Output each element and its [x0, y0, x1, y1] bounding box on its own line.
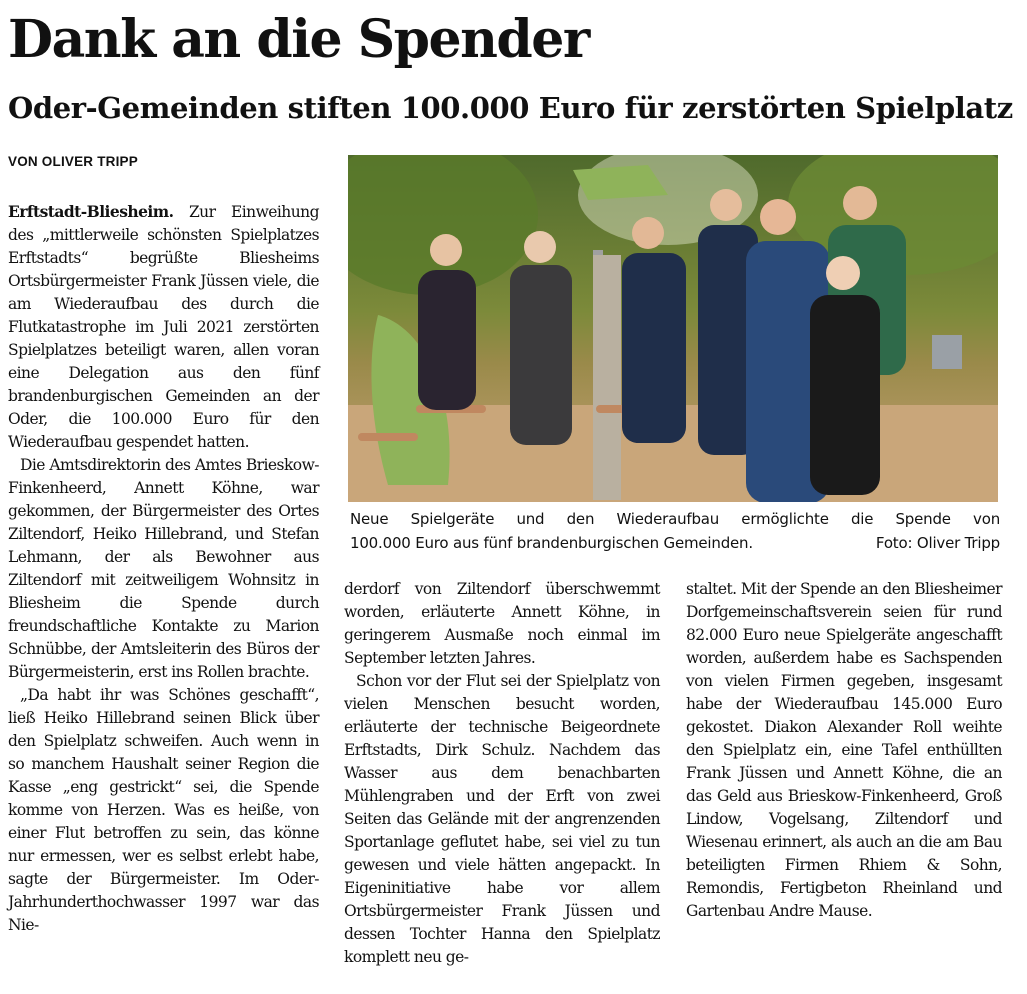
- paragraph: Die Amtsdirektorin des Amtes Brieskow-Finkenheerd, Annett Köhne, war gekommen, der Bürgermeister des Ortes Ziltendorf, Heiko Hillebrand, und Stefan Lehmann, der als Bewohner aus Ziltendorf mit zeitweiligem Wohnsitz in Bliesheim die Spende durch freundschaftliche Kontakte zu Marion Schnübbe, der Amtsleiterin des Büros der Bürgermeisterin, erst ins Rollen brachte.: [8, 456, 319, 681]
- headline: Dank an die Spender: [8, 9, 589, 70]
- byline: VON OLIVER TRIPP: [8, 154, 138, 169]
- article-photo: [348, 155, 998, 502]
- dateline: Erftstadt-Bliesheim.: [8, 202, 174, 221]
- paragraph: staltet. Mit der Spende an den Bliesheimer Dorfgemeinschaftsverein seien für rund 82.000 Euro neue Spielgeräte angeschafft worden, außerdem habe es Sachspenden von vielen Firmen gegeben, insgesamt habe der Wiederaufbau 145.000 Euro gekostet. Diakon Alexander Roll weihte den Spielplatz ein, eine Tafel enthüllten Frank Jüssen und Annett Köhne, die an das Geld aus Brieskow-Finkenheerd, Groß Lindow, Vogelsang, Ziltendorf und Wiesenau erinnert, als auch an die am Bau beteiligten Firmen Rhiem & Sohn, Remondis, Fertigbeton Rheinland und Gartenbau Andre Mause.: [686, 580, 1002, 920]
- caption-text: 100.000 Euro aus fünf brandenburgischen Gemeinden.: [350, 534, 753, 552]
- photo-credit: Foto: Oliver Tripp: [875, 534, 1000, 552]
- paragraph: „Da habt ihr was Schönes geschafft“, ließ Heiko Hillebrand seinen Blick über den Spielplatz schweifen. Auch wenn in so manchem Haushalt seiner Region die Kasse „eng gestrickt“ sei, die Spende komme von Herzen. Was es heiße, von einer Flut betroffen zu sein, das könne nur ermessen, wer es selbst erlebt habe, sagte der Bürgermeister. Im Oder-Jahrhunderthochwasser 1997 war das Nie-: [8, 686, 319, 934]
- caption-text: Neue Spielgeräte und den Wiederaufbau ermöglichte die Spende von: [350, 510, 1000, 528]
- article-column-2: [344, 578, 660, 969]
- paragraph: Schon vor der Flut sei der Spielplatz von vielen Menschen besucht worden, erläuterte der technische Beigeordnete Erftstadts, Dirk Schulz. Nachdem das Wasser aus dem benachbarten Mühlengraben und der Erft von zwei Seiten das Gelände mit der angrenzenden Sportanlage geflutet habe, sei viel zu tun gewesen und viele hätten angepackt. In Eigeninitiative habe vor allem Ortsbürgermeister Frank Jüssen und dessen Tochter Hanna den Spielplatz komplett neu ge-: [344, 672, 660, 966]
- article-column-3: [686, 578, 1002, 923]
- photo-caption: [350, 507, 1000, 555]
- paragraph: derdorf von Ziltendorf überschwemmt worden, erläuterte Annett Köhne, in geringerem Ausmaße noch einmal im September letzten Jahres.: [344, 580, 660, 667]
- caption-line: [350, 531, 1000, 555]
- paragraph-text: Zur Einweihung des „mittlerweile schönsten Spielplatzes Erftstadts“ begrüßte Bliesheims Ortsbürgermeister Frank Jüssen viele, die am Wiederaufbau des durch die Flutkatastrophe im Juli 2021 zerstörten Spielplatzes beteiligt waren, allen voran eine Delegation aus den fünf brandenburgischen Gemeinden an der Oder, die 100.000 Euro für den Wiederaufbau gespendet hatten.: [8, 203, 319, 451]
- group-photo-illustration: [348, 155, 998, 502]
- subheadline: Oder-Gemeinden stiften 100.000 Euro für zerstörten Spielplatz: [8, 91, 1013, 125]
- paragraph: [8, 200, 319, 454]
- article-column-1: [8, 200, 319, 937]
